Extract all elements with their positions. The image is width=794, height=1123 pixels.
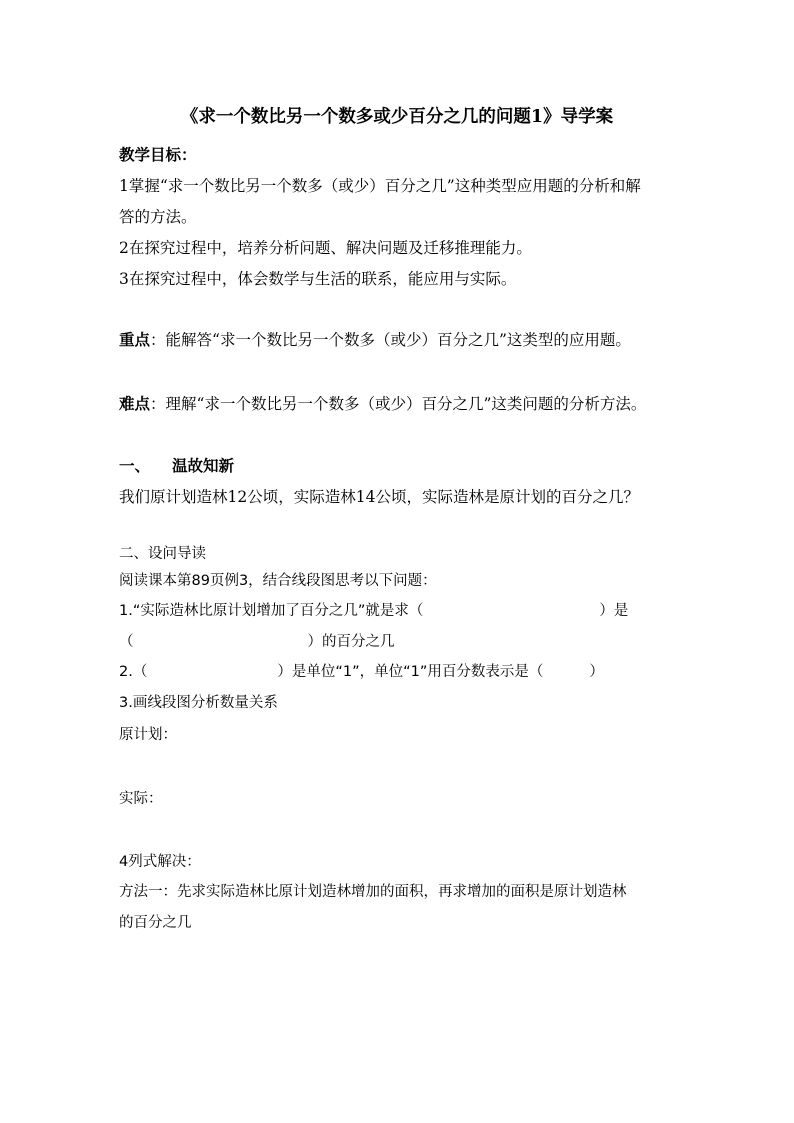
objective-2: 2在探究过程中，培养分析问题、解决问题及迁移推理能力。 — [119, 239, 532, 257]
question-1-line-2 — [119, 632, 395, 652]
section-1-title: 温故知新 — [172, 456, 235, 475]
question-1-text-c: （ — [119, 634, 134, 650]
objective-1-line-2: 答的方法。 — [119, 208, 197, 226]
key-point-text: ：能解答“求一个数比另一个数多（或少）百分之几”这类型的应用题。 — [150, 331, 631, 349]
objective-1-line-1: 1掌握“求一个数比另一个数多（或少）百分之几”这种类型应用题的分析和解 — [119, 177, 641, 195]
solve-heading: 4列式解决： — [119, 854, 201, 870]
question-1-line-1 — [119, 601, 628, 621]
difficulty — [119, 394, 646, 414]
section-1-heading — [119, 456, 234, 476]
difficulty-label: 难点 — [119, 394, 151, 413]
difficulty-text: ：理解“求一个数比另一个数多（或少）百分之几”这类问题的分析方法。 — [150, 395, 647, 413]
question-3: 3.画线段图分析数量关系 — [119, 695, 278, 711]
question-2-text-b: ）是单位“1”，单位“1”用百分数表示是（ — [277, 664, 544, 680]
section-1-number: 一、 — [119, 456, 151, 475]
question-2 — [119, 662, 604, 682]
question-1-text-d: ）的百分之几 — [307, 634, 395, 650]
review-question: 我们原计划造林12公顷，实际造林14公顷，实际造林是原计划的百分之几？ — [119, 488, 639, 506]
method-1-line-2: 的百分之几 — [119, 915, 192, 931]
question-2-text-a: 2.（ — [119, 664, 148, 680]
question-1-text-b: ）是 — [599, 603, 629, 619]
reading-instruction: 阅读课本第89页例3，结合线段图思考以下问题： — [119, 573, 437, 589]
objectives-heading: 教学目标： — [119, 145, 197, 164]
actual-label: 实际： — [119, 791, 163, 807]
key-point-label: 重点 — [119, 330, 151, 349]
key-point — [119, 330, 631, 350]
question-1-text-a: 1.“实际造林比原计划增加了百分之几”就是求（ — [119, 603, 424, 619]
plan-label: 原计划： — [119, 727, 177, 743]
document-title: 《求一个数比另一个数多或少百分之几的问题1》导学案 — [180, 107, 614, 127]
section-2-heading: 二、设问导读 — [119, 546, 206, 562]
method-1-line-1: 方法一：先求实际造林比原计划造林增加的面积，再求增加的面积是原计划造林 — [119, 884, 627, 900]
question-2-text-c: ） — [589, 664, 604, 680]
objective-3: 3在探究过程中，体会数学与生活的联系，能应用与实际。 — [119, 270, 517, 288]
